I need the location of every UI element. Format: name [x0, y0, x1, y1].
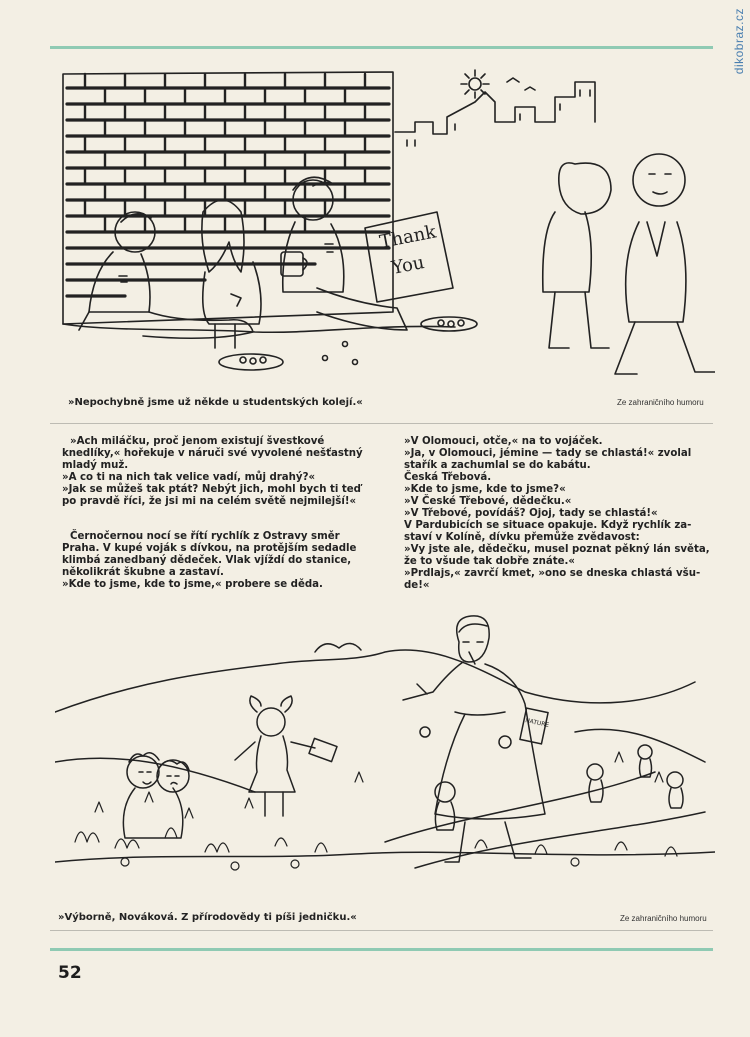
text-line: »Jak se můžeš tak ptát? Nebýt jich, mohl bych ti teď	[62, 484, 361, 495]
text-line: »Vy jste ale, dědečku, musel poznat pěkný lán světa,	[404, 544, 710, 555]
cartoon-students	[55, 62, 715, 387]
text-line: »Prdlajs,« zavrčí kmet, »ono se dneska chlastá všu-	[404, 568, 701, 579]
divider	[50, 930, 713, 931]
text-line: »V České Třebové, dědečku.«	[404, 496, 572, 507]
cartoon1-caption: »Nepochybně jsme už někde u studentských kolejí.«	[68, 397, 363, 408]
text-line: »V Olomouci, otče,« na to vojáček.	[404, 436, 603, 447]
divider	[50, 423, 713, 424]
cartoon1-credit: Ze zahraničního humoru	[617, 398, 704, 407]
text-line: »Kde to jsme, kde to jsme,« probere se děda.	[62, 579, 323, 590]
text-line: Česká Třebová.	[404, 472, 492, 483]
bottom-rule	[50, 948, 713, 951]
sign-text-thank: Thank	[377, 221, 438, 253]
text-line: stařík a zachumlal se do kabátu.	[404, 460, 591, 471]
sign-text-you: You	[389, 252, 427, 279]
text-line: klimbá zanedbaný dědeček. Vlak vjíždí do stanice,	[62, 555, 352, 566]
text-line: Černočernou nocí se řítí rychlík z Ostravy směr	[70, 531, 340, 542]
text-line: staví v Kolíně, dívku přemůže zvědavost:	[404, 532, 640, 543]
right-text-column	[404, 436, 720, 592]
text-line: Praha. V kupé voják s dívkou, na protějším sedadle	[62, 543, 357, 554]
text-line: de!«	[404, 580, 430, 591]
text-line: po pravdě říci, že jsi mi na celém světě nejmilejší!«	[62, 496, 357, 507]
text-line: mladý muž.	[62, 460, 129, 471]
cartoon2-credit: Ze zahraničního humoru	[620, 914, 707, 923]
text-line: »V Třebové, povídáš? Ojoj, tady se chlastá!«	[404, 508, 658, 519]
page-number: 52	[58, 963, 82, 983]
top-rule	[50, 46, 713, 49]
text-line: »A co ti na nich tak velice vadí, můj drahý?«	[62, 472, 316, 483]
text-line: »Ach miláčku, proč jenom existují švestkové	[70, 436, 325, 447]
text-line: že to všude tak dobře znáte.«	[404, 556, 575, 567]
text-line: několikrát škubne a zastaví.	[62, 567, 224, 578]
text-line: »Kde to jsme, kde to jsme?«	[404, 484, 566, 495]
text-line: knedlíky,« hořekuje v náruči své vyvolené nešťastný	[62, 448, 363, 459]
text-line: V Pardubicích se situace opakuje. Když rychlík za-	[404, 520, 692, 531]
text-line: »Ja, v Olomouci, jémine — tady se chlastá!« zvolal	[404, 448, 692, 459]
cartoon-nature-walk	[55, 612, 715, 902]
cartoon2-caption: »Výborně, Nováková. Z přírodovědy ti píši jedničku.«	[58, 912, 357, 923]
left-text-column	[62, 436, 392, 591]
watermark: dikobraz.cz	[732, 8, 746, 75]
book-label: NATURE	[524, 717, 550, 729]
